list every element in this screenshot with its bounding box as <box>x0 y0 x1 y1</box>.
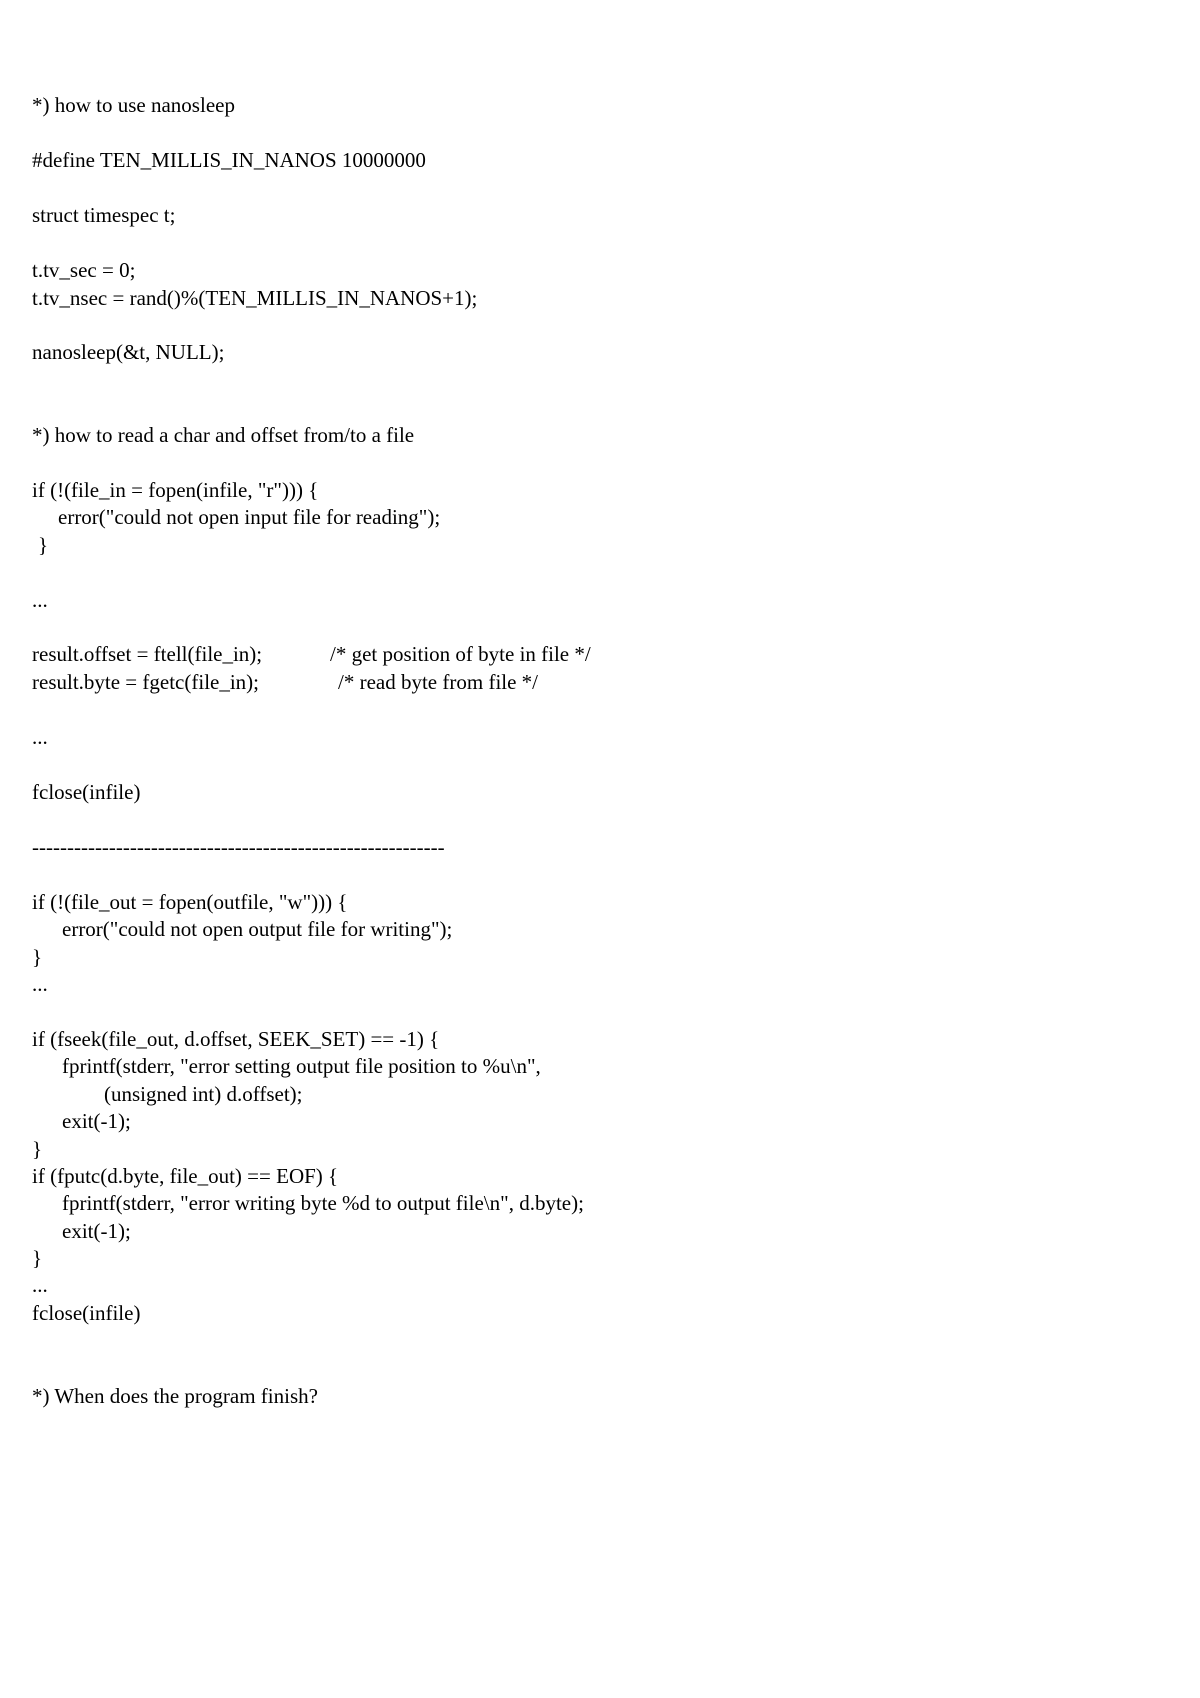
code-line-fclose: fclose(infile) <box>32 780 141 804</box>
code-line-fprintf-seek: fprintf(stderr, "error setting output file position to %u\n", <box>62 1054 541 1078</box>
code-line-if-fputc: if (fputc(d.byte, file_out) == EOF) { <box>32 1164 339 1188</box>
code-line-ftell: result.offset = ftell(file_in); <box>32 642 263 666</box>
code-line-fprintf-putc: fprintf(stderr, "error writing byte %d to output file\n", d.byte); <box>62 1191 584 1215</box>
code-line-ellipsis: ... <box>32 1273 48 1297</box>
code-line-exit: exit(-1); <box>62 1109 131 1133</box>
code-comment-fgetc: /* read byte from file */ <box>338 670 539 694</box>
code-line-ellipsis: ... <box>32 972 48 996</box>
code-line-ellipsis: ... <box>32 588 48 612</box>
separator-rule: ----------------------------------------------------------- <box>32 835 445 859</box>
section-heading-nanosleep: *) how to use nanosleep <box>32 93 235 117</box>
section-heading-finish: *) When does the program finish? <box>32 1384 318 1408</box>
code-line-ellipsis: ... <box>32 725 48 749</box>
section-heading-file-io: *) how to read a char and offset from/to a file <box>32 423 415 447</box>
code-comment-ftell: /* get position of byte in file */ <box>330 642 591 666</box>
code-line-close-brace: } <box>32 945 43 969</box>
code-line-if-fseek: if (fseek(file_out, d.offset, SEEK_SET) == -1) { <box>32 1027 440 1051</box>
code-line-fclose: fclose(infile) <box>32 1301 141 1325</box>
code-line-cast-offset: (unsigned int) d.offset); <box>104 1082 303 1106</box>
code-line-if-fopen-in: if (!(file_in = fopen(infile, "r"))) { <box>32 478 319 502</box>
code-line-tv-nsec: t.tv_nsec = rand()%(TEN_MILLIS_IN_NANOS+1); <box>32 286 478 310</box>
code-line-define: #define TEN_MILLIS_IN_NANOS 10000000 <box>32 148 426 172</box>
code-line-struct: struct timespec t; <box>32 203 176 227</box>
code-line-tv-sec: t.tv_sec = 0; <box>32 258 136 282</box>
code-line-close-brace: } <box>32 1246 43 1270</box>
code-line-nanosleep: nanosleep(&t, NULL); <box>32 340 225 364</box>
code-line-error-out: error("could not open output file for writing"); <box>62 917 453 941</box>
code-line-exit: exit(-1); <box>62 1219 131 1243</box>
code-line-fgetc: result.byte = fgetc(file_in); <box>32 670 260 694</box>
code-line-if-fopen-out: if (!(file_out = fopen(outfile, "w"))) { <box>32 890 348 914</box>
code-line-error-in: error("could not open input file for reading"); <box>58 505 441 529</box>
code-line-close-brace: } <box>32 1137 43 1161</box>
code-line-close-brace: } <box>38 533 49 557</box>
